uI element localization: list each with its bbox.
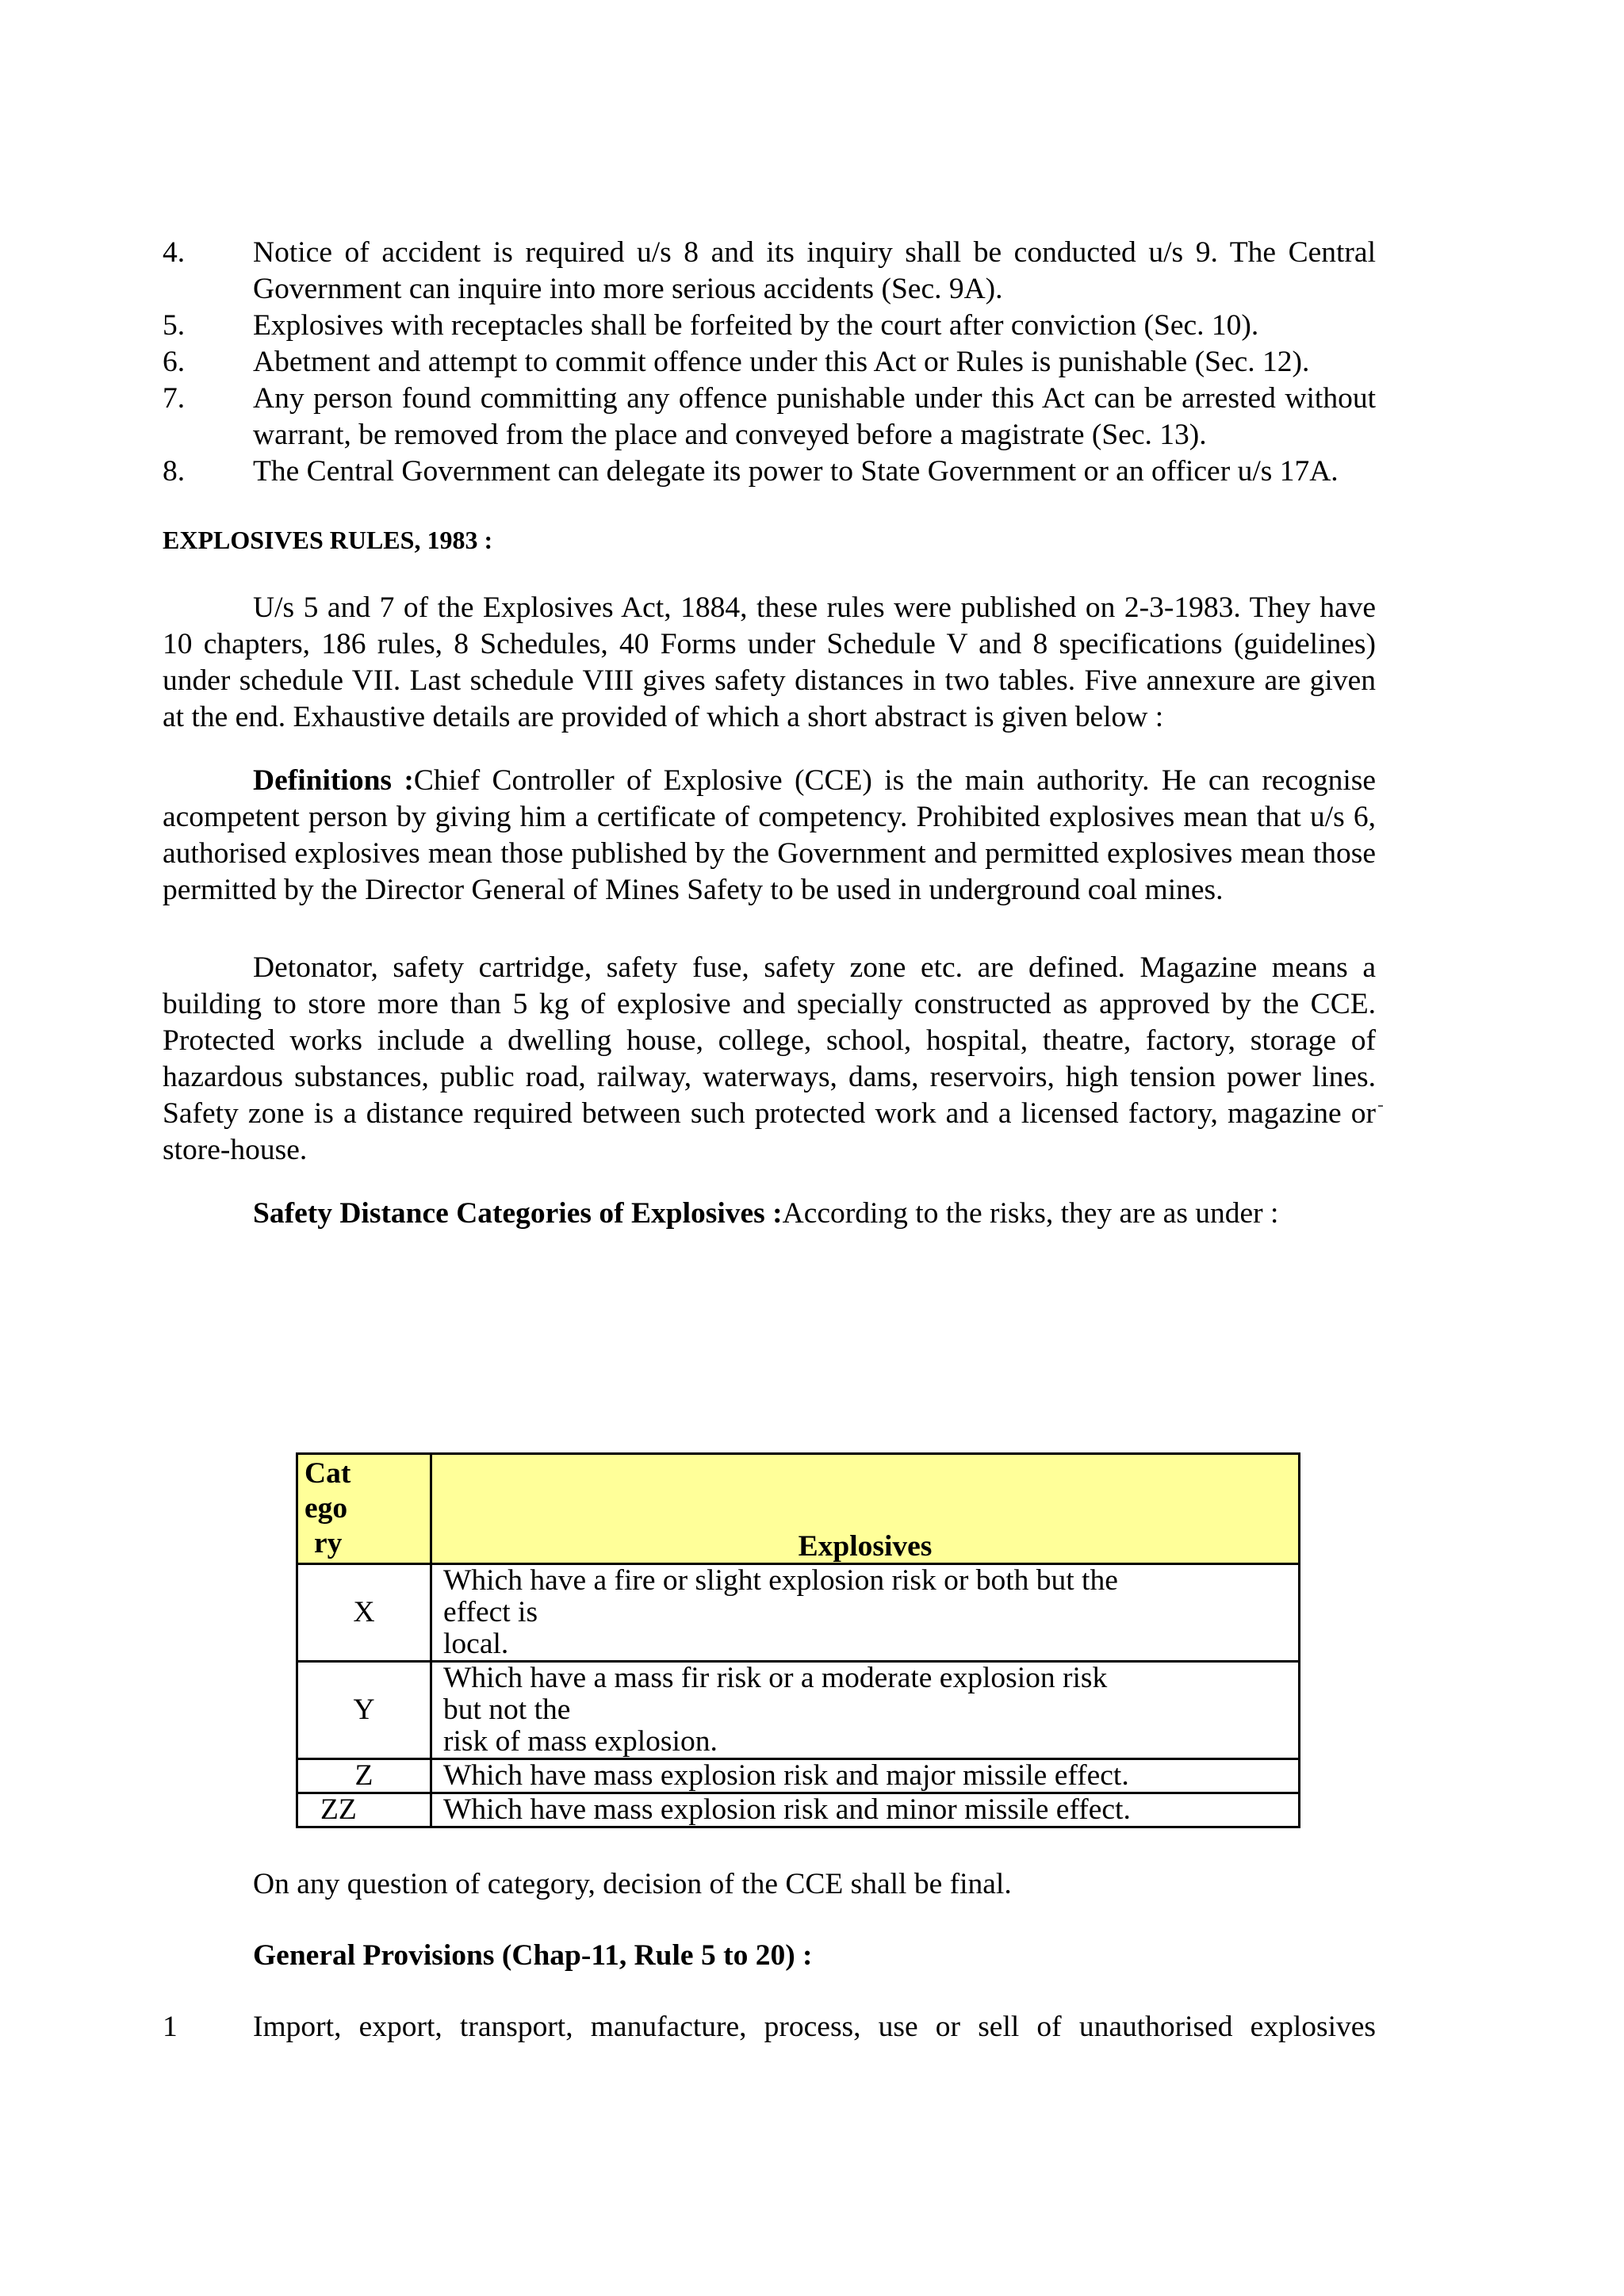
- table-row: [297, 1564, 1300, 1662]
- numbered-list: [163, 235, 1376, 490]
- list-item: [163, 308, 1376, 344]
- list-number: 7.: [163, 382, 186, 415]
- cell-line: but not the: [443, 1693, 571, 1726]
- list-item: [163, 344, 1376, 381]
- intro-paragraph: U/s 5 and 7 of the Explosives Act, 1884, these rules were published on 2-3-1983. They have 10 chapters, 186 rules, 8 Schedules, 40 Forms under Schedule V and 8 specifications (guidelines) under schedule VII. Last schedule VIII gives safety distances in two tables. Five annexure are given at the end. Exhaustive details are provided of which a short abstract is given below :: [163, 591, 1376, 733]
- cell-line: risk of mass explosion.: [443, 1725, 718, 1758]
- list-number: 5.: [163, 309, 186, 342]
- general-provisions-heading: General Provisions (Chap-11, Rule 5 to 20) :: [253, 1939, 813, 1972]
- cell-line: Which have a mass fir risk or a moderate explosion risk: [443, 1662, 1108, 1694]
- cell-line: effect is: [443, 1596, 538, 1628]
- safety-label: Safety Distance Categories of Explosives :: [253, 1197, 783, 1230]
- list-item: [163, 381, 1376, 453]
- stray-mark: [1378, 1105, 1383, 1107]
- list-item: [163, 2009, 1376, 2045]
- category-cell: ZZ: [297, 1793, 431, 1827]
- cell-line: Which have mass explosion risk and major missile effect.: [443, 1759, 1129, 1792]
- explosives-cell: [431, 1662, 1300, 1759]
- list-item: [163, 235, 1376, 308]
- definitions-text: Chief Controller of Explosive (CCE) is the main authority. He can recognise acompetent person by giving him a certificate of competency. Prohibited explosives mean that u/s 6, authorised explosives mean those published by the Government and permitted explosives mean those permitted by the Director General of Mines Safety to be used in underground coal mines.: [163, 764, 1377, 906]
- list-number: 1: [163, 2011, 178, 2043]
- explosives-cell: [431, 1793, 1300, 1827]
- header-explosives: Explosives: [431, 1454, 1300, 1564]
- list-number: 6.: [163, 346, 186, 378]
- header-category: [297, 1454, 431, 1564]
- header-category-part: ego: [304, 1492, 348, 1525]
- explosives-cell: [431, 1564, 1300, 1662]
- list-text: Import, export, transport, manufacture, process, use or sell of unauthorised explosives: [253, 2011, 1376, 2043]
- list-number: 8.: [163, 455, 186, 488]
- document-page: [163, 235, 1376, 1232]
- safety-categories-paragraph: [163, 1196, 1376, 1232]
- safety-text: According to the risks, they are as under :: [782, 1197, 1279, 1230]
- detonator-paragraph: Detonator, safety cartridge, safety fuse, safety zone etc. are defined. Magazine means a building to store more than 5 kg of explosive and specially constructed as approved by the CCE. Protected works include a dwelling house, college, school, hospital, theatre, factory, storage of hazardous substances, public road, railway, waterways, dams, reservoirs, high tension power lines. Safety zone is a distance required between such protected work and a licensed factory, magazine or store-house.: [163, 951, 1376, 1166]
- list-number: 4.: [163, 236, 186, 269]
- table-row: [297, 1793, 1300, 1827]
- list-text: Explosives with receptacles shall be forfeited by the court after conviction (Sec. 10).: [253, 309, 1259, 342]
- category-cell: Y: [297, 1662, 431, 1759]
- rules-heading: EXPLOSIVES RULES, 1983 :: [163, 526, 493, 554]
- table-row: [297, 1759, 1300, 1793]
- lower-section: [163, 1866, 1376, 2045]
- definitions-label: Definitions :: [253, 764, 414, 797]
- list-text: The Central Government can delegate its power to State Government or an officer u/s 17A.: [253, 455, 1339, 488]
- header-category-part: Cat: [304, 1457, 351, 1490]
- definitions-paragraph: [163, 763, 1376, 909]
- category-cell: Z: [297, 1759, 431, 1793]
- table-header-row: [297, 1454, 1300, 1564]
- cell-line: local.: [443, 1628, 509, 1660]
- list-item: [163, 453, 1376, 490]
- header-category-part: ry: [314, 1527, 343, 1559]
- category-note: On any question of category, decision of the CCE shall be final.: [253, 1868, 1012, 1900]
- cell-line: Which have mass explosion risk and minor missile effect.: [443, 1793, 1131, 1826]
- list-text: Abetment and attempt to commit offence under this Act or Rules is punishable (Sec. 12).: [253, 346, 1310, 378]
- cell-line: Which have a fire or slight explosion risk or both but the: [443, 1564, 1118, 1597]
- table-row: [297, 1662, 1300, 1759]
- category-cell: X: [297, 1564, 431, 1662]
- list-text: Any person found committing any offence punishable under this Act can be arrested without warrant, be removed from the place and conveyed before a magistrate (Sec. 13).: [253, 382, 1376, 451]
- category-table: [296, 1452, 1300, 1828]
- list-text: Notice of accident is required u/s 8 and its inquiry shall be conducted u/s 9. The Central Government can inquire into more serious accidents (Sec. 9A).: [253, 236, 1376, 305]
- explosives-cell: [431, 1759, 1300, 1793]
